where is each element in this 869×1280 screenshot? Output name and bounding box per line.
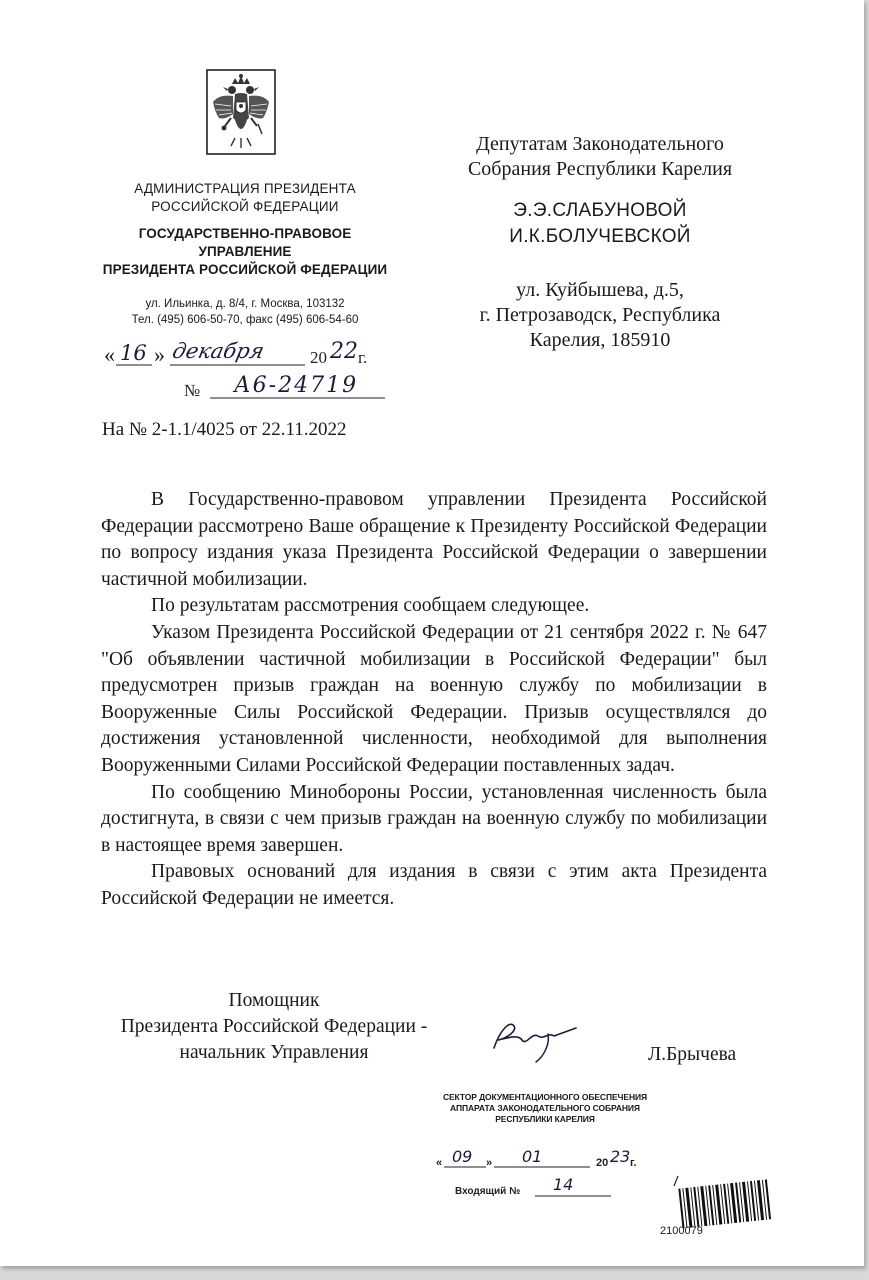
- stamp-year-mark: г.: [630, 1157, 637, 1169]
- sender-line-2: РОССИЙСКОЙ ФЕДЕРАЦИИ: [151, 199, 339, 214]
- outgoing-month: декабря: [170, 339, 267, 364]
- outgoing-number-label: №: [184, 381, 201, 400]
- signatory-title: [100, 988, 448, 1066]
- addressee-name-1: Э.Э.СЛАБУНОВОЙ: [513, 200, 687, 221]
- addressee-names: [440, 198, 760, 250]
- outgoing-number: [180, 370, 400, 406]
- body-paragraph-1: В Государственно-правовом управлении Президента Российской Федерации рассмотрено Ваше обращение к Президенту Российской Федерации по вопросу издания указа Президента Российской Федерации о завершении частичной мобилизации.: [101, 489, 767, 590]
- body-paragraph-5: Правовых оснований для издания в связи с этим акта Президента Российской Федерации не имеется.: [101, 861, 767, 909]
- letter-body: [101, 487, 767, 913]
- handwritten-signature: [488, 1010, 588, 1066]
- stamp-line-2: АППАРАТА ЗАКОНОДАТЕЛЬНОГО СОБРАНИЯ: [450, 1103, 640, 1113]
- registration-stamp: [420, 1092, 670, 1125]
- stamp-line-1: СЕКТОР ДОКУМЕНТАЦИОННОГО ОБЕСПЕЧЕНИЯ: [442, 1092, 648, 1102]
- addressee-address: [440, 278, 760, 353]
- sender-address: [110, 296, 380, 328]
- stamp-year-suffix: 23: [610, 1147, 631, 1166]
- stamp-date: [430, 1140, 650, 1174]
- stamp-incoming: [455, 1172, 625, 1202]
- signatory-title-1: Помощник: [228, 990, 320, 1011]
- sender-dept-1: ГОСУДАРСТВЕННО-ПРАВОВОЕ: [138, 226, 352, 241]
- outgoing-number-value: А6-24719: [234, 373, 359, 398]
- svg-text:«: «: [104, 342, 115, 367]
- sender-line-1: АДМИНИСТРАЦИЯ ПРЕЗИДЕНТА: [134, 181, 356, 196]
- body-paragraph-3: Указом Президента Российской Федерации от 21 сентября 2022 г. № 647 "Об объявлении частичной мобилизации в Российской Федерации" был предусмотрен призыв граждан на военную службу по мобилизации в Вооруженные Силы Российской Федерации. Призыв осуществлялся до достижения установленной численности, необходимой для выполнения Вооруженными Силами Российской Федерации поставленных задач.: [101, 621, 767, 776]
- coat-of-arms-icon: [205, 68, 277, 156]
- svg-text:»: »: [486, 1157, 493, 1169]
- outgoing-day: 16: [120, 341, 147, 365]
- stamp-year-prefix: 20: [596, 1157, 609, 1169]
- stamp-line-3: РЕСПУБЛИКИ КАРЕЛИЯ: [495, 1114, 595, 1124]
- svg-text:»: »: [154, 342, 165, 367]
- sender-address-line-1: ул. Ильинка, д. 8/4, г. Москва, 103132: [145, 298, 345, 310]
- stamp-day: 09: [452, 1147, 473, 1166]
- sender-dept-3: ПРЕЗИДЕНТА РОССИЙСКОЙ ФЕДЕРАЦИИ: [102, 262, 388, 277]
- addressee-line-2: Собрания Республики Карелия: [467, 158, 733, 180]
- addressee-block: [440, 132, 760, 353]
- stamp-incoming-label: Входящий №: [455, 1186, 521, 1197]
- stamp-month: 01: [522, 1147, 543, 1166]
- stamp-incoming-number: 14: [553, 1175, 574, 1194]
- body-paragraph-4: По сообщению Минобороны России, установленная численность была достигнута, в связи с чем призыв граждан на военную службу по мобилизации в настоящее время завершен.: [101, 781, 767, 856]
- barcode-number: 2100079: [660, 1225, 703, 1237]
- outgoing-year-suffix: 22: [330, 339, 358, 364]
- addressee-line-1: Депутатам Законодательного: [476, 133, 724, 155]
- addressee-name-2: И.К.БОЛУЧЕВСКОЙ: [509, 226, 691, 247]
- signatory-title-3: начальник Управления: [179, 1042, 369, 1063]
- sender-dept-2: УПРАВЛЕНИЕ: [198, 244, 292, 259]
- sender-address-line-2: Тел. (495) 606-50-70, факс (495) 606-54-60: [131, 314, 359, 326]
- addressee-address-line-2: г. Петрозаводск, Республика: [479, 304, 721, 326]
- outgoing-year-prefix: 20: [310, 348, 327, 367]
- svg-text:«: «: [436, 1157, 443, 1169]
- reply-reference: На № 2-1.1/4025 от 22.11.2022: [102, 419, 347, 440]
- signatory-name: Л.Брычева: [648, 1044, 737, 1065]
- body-paragraph-2: По результатам рассмотрения сообщаем следующее.: [151, 595, 590, 617]
- addressee-address-line-1: ул. Куйбышева, д.5,: [516, 279, 684, 301]
- signatory-title-2: Президента Российской Федерации -: [120, 1016, 428, 1037]
- addressee-address-line-3: Карелия, 185910: [529, 329, 671, 351]
- sender-block: [95, 180, 395, 279]
- outgoing-year-mark: г.: [358, 348, 368, 367]
